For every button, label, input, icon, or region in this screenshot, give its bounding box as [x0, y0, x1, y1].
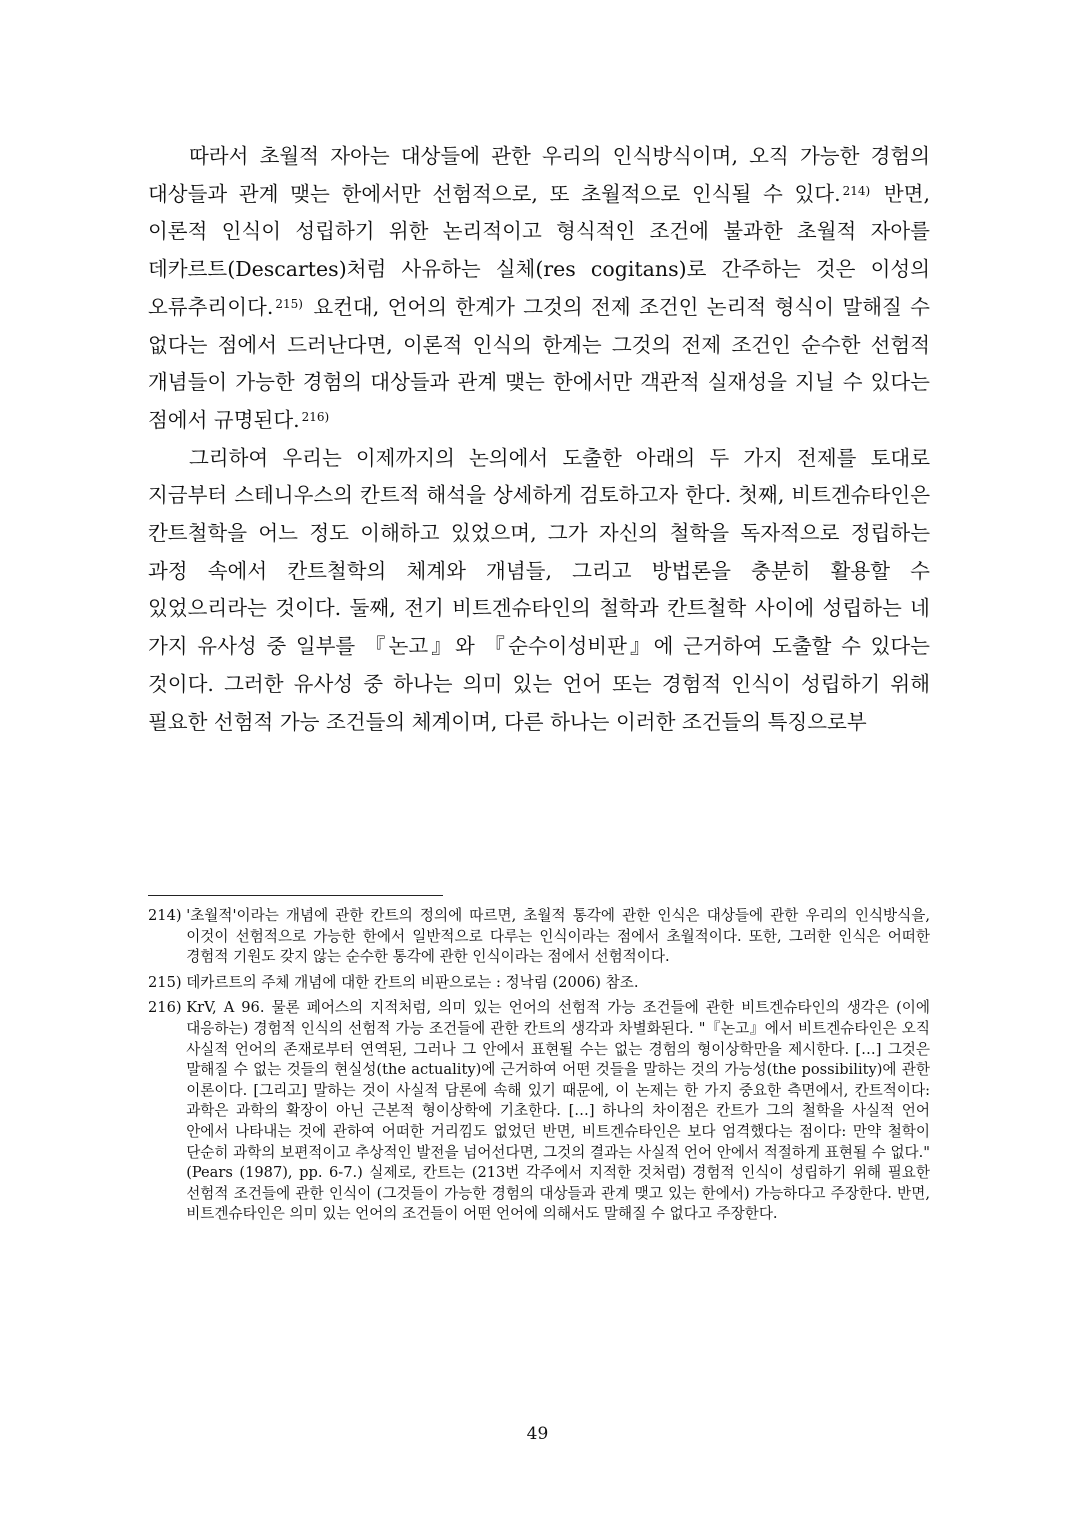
footnote-ref-214[interactable]: 214): [842, 183, 871, 198]
footnote-ref-216[interactable]: 216): [301, 409, 330, 424]
paragraph-1-part-3: 요컨대, 언어의 한계가 그것의 전제 조건인 논리적 형식이 말해질 수 없다는 점에서 드러난다면, 이론적 인식의 한계는 그것의 전제 조건인 순수한 선험적 개념들이 가능한 경험의 대상들과 관계 맺는 한에서만 객관적 실재성을 지닐 수 있다는 점에서 규명된다.: [148, 294, 930, 432]
footnote-216: [148, 998, 930, 1225]
footnote-number: 216): [148, 999, 187, 1017]
page-number: 49: [526, 1424, 549, 1444]
footnote-214: [148, 906, 930, 968]
footnotes: [148, 906, 930, 1230]
footnote-separator: [148, 895, 443, 896]
footnote-text: '초월적'이라는 개념에 관한 칸트의 정의에 따르면, 초월적 통각에 관한 인식은 대상들에 관한 우리의 인식방식을, 이것이 선험적으로 가능한 한에서 일반적으로 다루는 인식이라는 점에서 초월적이다. 또한, 그러한 인식은 어떠한 경험적 기원도 갖지 않는 순수한 통각에 관한 인식이라는 점에서 선험적이다.: [186, 907, 930, 966]
footnote-number: 215): [148, 973, 187, 991]
footnote-text: KrV, A 96. 물론 페어스의 지적처럼, 의미 있는 언어의 선험적 가능 조건들에 관한 비트겐슈타인의 생각은 (이에 대응하는) 경험적 인식의 선험적 가능 조건들에 관한 칸트의 생각과 차별화된다. "『논고』에서 비트겐슈타인은 오직 사실적 언어의 존재로부터 연역된, 그러나 그 안에서 표현될 수는 없는 경험의 형이상학만을 제시한다. […] 그것은 말해질 수 없는 것들의 현실성(the actuality)에 근거하여 어떤 것들을 말하는 것의 가능성(the possibility)에 관한 이론이다. [그리고] 말하는 것이 사실적 담론에 속해 있기 때문에, 이 논제는 한 가지 중요한 측면에서, 칸트적이다: 과학은 과학의 확장이 아닌 근본적 형이상학에 기초한다. […] 하나의 차이점은 칸트가 그의 철학을 사실적 언어 안에서 나타내는 것에 관하여 어떠한 거리낌도 없었던 반면, 비트겐슈타인은 보다 엄격했다는 점이다: 만약 철학이 단순히 과학의 보편적이고 추상적인 발전을 넘어선다면, 그것의 결과는 사실적 언어 안에서 적절하게 표현될 수 없다."(Pears (1987), pp. 6-7.) 실제로, 칸트는 (213번 각주에서 지적한 것처럼) 경험적 인식이 성립하기 위해 필요한 선험적 조건들에 관한 인식이 (그것들이 가능한 경험의 대상들과 관계 맺고 있는 한에서) 가능하다고 주장한다. 반면, 비트겐슈타인은 의미 있는 언어의 조건들이 어떤 언어에 의해서도 말해질 수 없다고 주장한다.: [186, 999, 930, 1223]
footnote-ref-215[interactable]: 215): [275, 296, 303, 311]
footnote-text: 데카르트의 주체 개념에 대한 칸트의 비판으로는 : 정낙림 (2006) 참조.: [186, 973, 639, 991]
paragraph-2: 그리하여 우리는 이제까지의 논의에서 도출한 아래의 두 가지 전제를 토대로 지금부터 스테니우스의 칸트적 해석을 상세하게 검토하고자 한다. 첫째, 비트겐슈타인은 칸트철학을 어느 정도 이해하고 있었으며, 그가 자신의 철학을 독자적으로 정립하는 과정 속에서 칸트철학의 체계와 개념들, 그리고 방법론을 충분히 활용할 수 있었으리라는 것이다. 둘째, 전기 비트겐슈타인의 철학과 칸트철학 사이에 성립하는 네 가지 유사성 중 일부를 『논고』와 『순수이성비판』에 근거하여 도출할 수 있다는 것이다. 그러한 유사성 중 하나는 의미 있는 언어 또는 경험적 인식이 성립하기 위해 필요한 선험적 가능 조건들의 체계이며, 다른 하나는 이러한 조건들의 특징으로부: [148, 445, 930, 734]
main-text: [148, 138, 930, 741]
paragraph-1-part-1: 따라서 초월적 자아는 대상들에 관한 우리의 인식방식이며, 오직 가능한 경험의 대상들과 관계 맺는 한에서만 선험적으로, 또 초월적으로 인식될 수 있다.: [148, 144, 930, 206]
footnote-215: [148, 973, 930, 994]
paragraph-1-part-2: 반면, 이론적 인식이 성립하기 위한 논리적이고 형식적인 조건에 불과한 초월적 자아를 데카르트(Descartes)처럼 사유하는 실체(res cogitans)로 간주하는 것은 이성의 오류추리이다.: [148, 181, 931, 319]
footnote-number: 214): [148, 907, 187, 924]
paragraph-1: [148, 138, 930, 440]
